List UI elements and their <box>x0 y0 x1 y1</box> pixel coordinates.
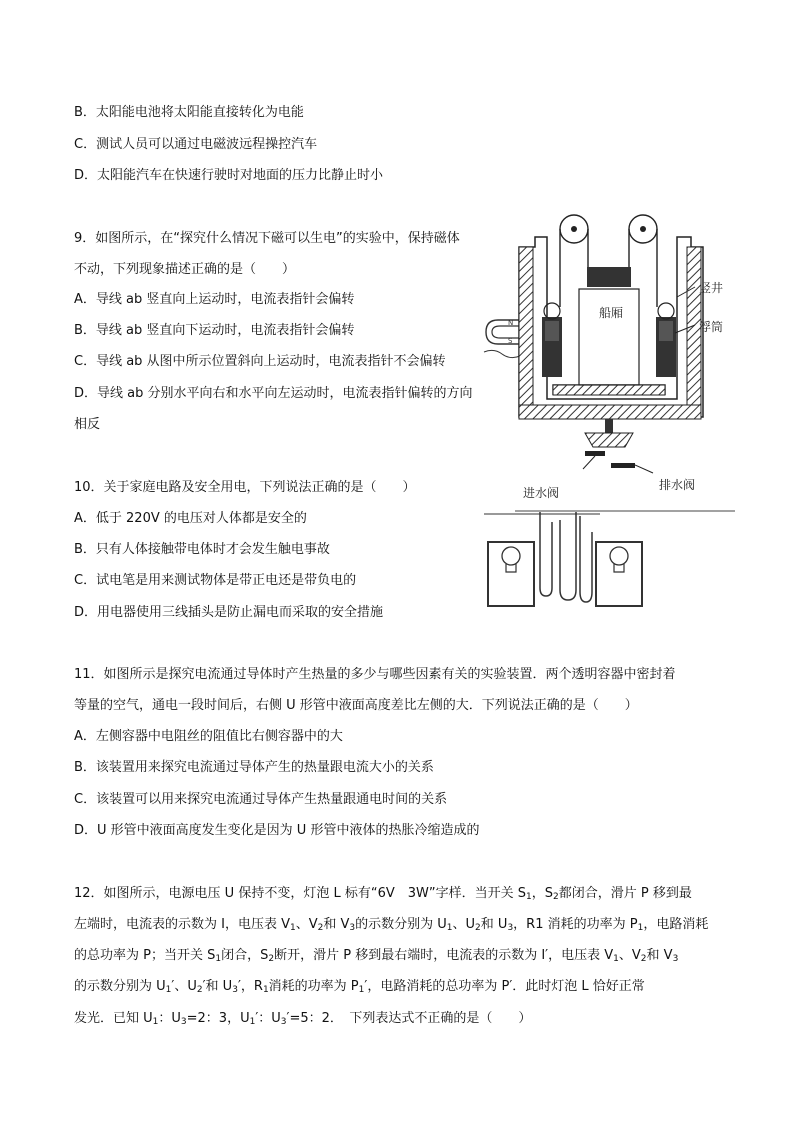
magnet-pole-n: N <box>508 319 514 327</box>
label-outlet: 排水阀 <box>659 478 696 492</box>
q11-option-a: A．左侧容器中电阻丝的阻值比右侧容器中的大 <box>74 729 343 744</box>
q9-stem: 9．如图所示，在“探究什么情况下磁可以生电”的实验中，保持磁体 <box>74 231 460 246</box>
q12-line-2: 左端时，电流表的示数为 I，电压表 $V_1$、$V_2$和 $V_3$的示数分别为 $U_1$、$U_2$和 $U_3$，R1 消耗的功率为 $P_1$，电路消耗 <box>74 917 709 933</box>
u-tube-apparatus-figure <box>480 512 650 608</box>
q8-option-b: B．太阳能电池将太阳能直接转化为电能 <box>74 105 304 120</box>
q8-option-c: C．测试人员可以通过电磁波远程操控汽车 <box>74 137 318 152</box>
q9-option-b: B．导线 ab 竖直向下运动时，电流表指针会偏转 <box>74 323 355 338</box>
q9-option-a: A．导线 ab 竖直向上运动时，电流表指针会偏转 <box>74 292 355 307</box>
q12-line-1: 12．如图所示，电源电压 U 保持不变，灯泡 L 标有“6V 3W”字样．当开关 $S_1$，$S_2$都闭合，滑片 P 移到最 <box>74 886 692 902</box>
ship-lift-figure <box>515 207 735 512</box>
q10-option-a: A．低于 220V 的电压对人体都是安全的 <box>74 511 307 526</box>
q11-option-b: B．该装置用来探究电流通过导体产生的热量跟电流大小的关系 <box>74 760 434 775</box>
q12-line-5: 发光．已知 $U_1$：$U_3=2$：3，$U_1'$：$U_3'=5$：2． 下列表达式不正确的是（ ） <box>74 1011 532 1027</box>
q10-option-b: B．只有人体接触带电体时才会发生触电事故 <box>74 542 330 557</box>
q10-option-d: D．用电器使用三线插头是防止漏电而采取的安全措施 <box>74 605 384 620</box>
q11-option-d: D．U 形管中液面高度发生变化是因为 U 形管中液体的热胀冷缩造成的 <box>74 823 480 838</box>
q9-stem-cont: 不动，下列现象描述正确的是（ ） <box>74 262 296 277</box>
q9-option-d-cont: 相反 <box>74 417 101 432</box>
label-chamber: 船厢 <box>599 306 624 320</box>
label-float: 浮筒 <box>699 320 724 334</box>
q10-option-c: C．试电笔是用来测试物体是带正电还是带负电的 <box>74 573 357 588</box>
q11-stem-cont: 等量的空气，通电一段时间后，右侧 U 形管中液面高度差比左侧的大．下列说法正确的是（ ） <box>74 698 638 713</box>
q12-line-3: 的总功率为 P；当开关 $S_1$闭合，$S_2$断开，滑片 P 移到最右端时，电流表的示数为 I′，电压表 $V_1$、$V_2$和 $V_3$ <box>74 948 679 964</box>
label-inlet: 进水阀 <box>523 486 560 500</box>
q10-stem: 10．关于家庭电路及安全用电，下列说法正确的是（ ） <box>74 480 416 495</box>
q11-option-c: C．该装置可以用来探究电流通过导体产生热量跟通电时间的关系 <box>74 792 448 807</box>
q12-line-4: 的示数分别为 $U_1'$、$U_2'$和 $U_3'$，$R_1$消耗的功率为 $P_1'$，电路消耗的总功率为 P′．此时灯泡 L 恰好正常 <box>74 979 645 995</box>
label-shaft: 竖井 <box>699 281 724 295</box>
magnet-pole-s: S <box>508 337 513 345</box>
q9-option-d: D．导线 ab 分别水平向右和水平向左运动时，电流表指针偏转的方向 <box>74 386 473 401</box>
q11-stem: 11．如图所示是探究电流通过导体时产生热量的多少与哪些因素有关的实验装置．两个透明容器中密封着 <box>74 667 676 682</box>
q8-option-d: D．太阳能汽车在快速行驶时对地面的压力比静止时小 <box>74 168 384 183</box>
q9-option-c: C．导线 ab 从图中所示位置斜向上运动时，电流表指针不会偏转 <box>74 354 446 369</box>
